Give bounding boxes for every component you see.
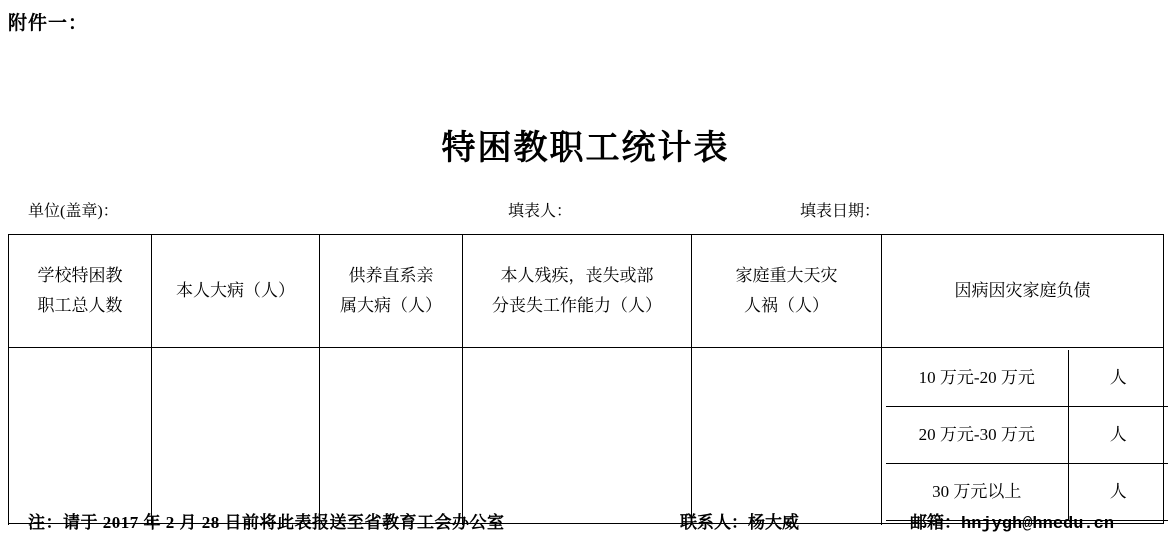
debt-unit-2[interactable]: 人: [1068, 407, 1168, 464]
header-cell-self-illness: 本人大病（人）: [152, 235, 320, 348]
debt-range-label-2: 20 万元-30 万元: [886, 407, 1068, 464]
debt-range-label-1: 10 万元-20 万元: [886, 350, 1068, 407]
header-cell-disaster: 家庭重大天灾 人祸（人）: [692, 235, 882, 348]
meta-row: [0, 198, 1171, 222]
debt-unit-1[interactable]: 人: [1068, 350, 1168, 407]
footer-contact: 联系人：杨大威: [680, 513, 799, 532]
debt-range-label-3: 30 万元以上: [886, 464, 1068, 521]
footer-email-label: 邮箱：: [910, 513, 961, 532]
header-cell-dependent-illness: 供养直系亲 属大病（人）: [320, 235, 463, 348]
attachment-label: 附件一：: [8, 13, 89, 34]
statistics-table: [8, 234, 1164, 524]
header-cell-total-staff: 学校特困教 职工总人数: [9, 235, 152, 348]
debt-row: [886, 407, 1168, 464]
table-data-row: [9, 348, 1164, 524]
data-cell-total-staff[interactable]: [9, 348, 152, 524]
page-title: 特困教职工统计表: [441, 130, 730, 167]
header-cell-disability: 本人残疾，丧失或部 分丧失工作能力（人）: [463, 235, 692, 348]
filler-label: 填表人：: [508, 203, 573, 220]
data-cell-dependent-illness[interactable]: [320, 348, 463, 524]
data-cell-self-illness[interactable]: [152, 348, 320, 524]
data-cell-disaster[interactable]: [692, 348, 882, 524]
table-header-row: [9, 235, 1164, 348]
debt-subtable-container: [882, 348, 1164, 524]
unit-label: 单位(盖章)：: [28, 203, 119, 220]
footer-note: 注：请于 2017 年 2 月 28 日前将此表报送至省教育工会办公室: [28, 513, 505, 532]
debt-unit-3[interactable]: 人: [1068, 464, 1168, 521]
debt-row: [886, 350, 1168, 407]
footer-email: [910, 508, 1114, 534]
header-cell-family-debt: 因病因灾家庭负债: [882, 235, 1164, 348]
data-cell-disability[interactable]: [463, 348, 692, 524]
footer-email-value[interactable]: hnjygh@hnedu.cn: [961, 515, 1115, 534]
debt-subtable: [886, 350, 1168, 521]
date-label: 填表日期：: [800, 203, 881, 220]
